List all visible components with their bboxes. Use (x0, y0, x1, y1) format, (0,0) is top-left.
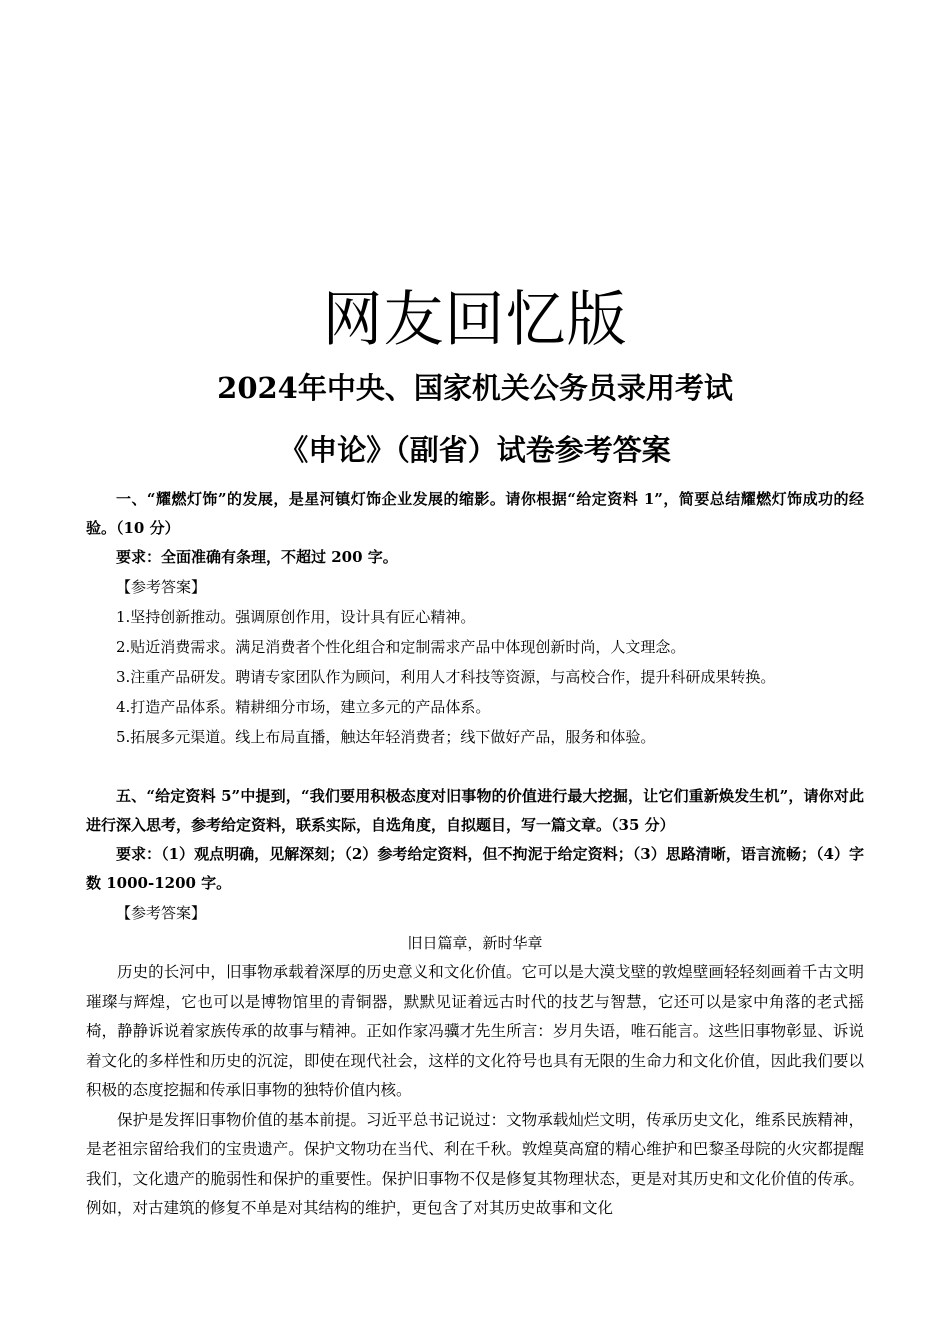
answer-item: 5.拓展多元渠道。线上布局直播，触达年轻消费者；线下做好产品，服务和体验。 (116, 728, 656, 746)
answer-item: 4.打造产品体系。精耕细分市场，建立多元的产品体系。 (116, 698, 491, 716)
question-1-requirement: 要求：全面准确有条理，不超过 200 字。 (116, 548, 398, 566)
question-1: 一、“耀燃灯饰”的发展，是星河镇灯饰企业发展的缩影。请你根据“给定资料 1”，简要总结耀燃灯饰成功的经验。（10 分） (86, 490, 864, 537)
question-1-answer-label: 【参考答案】 (116, 578, 207, 596)
exam-title: 2024年中央、国家机关公务员录用考试 (217, 371, 733, 405)
answer-item: 3.注重产品研发。聘请专家团队作为顾问，利用人才科技等资源，与高校合作，提升科研成果转换。 (116, 668, 776, 686)
answer-item: 2.贴近消费需求。满足消费者个性化组合和定制需求产品中体现创新时尚，人文理念。 (116, 638, 686, 656)
essay-title: 旧日篇章，新时华章 (407, 934, 543, 952)
essay-paragraph: 保护是发挥旧事物价值的基本前提。习近平总书记说过：文物承载灿烂文明，传承历史文化，维系民族精神，是老祖宗留给我们的宝贵遗产。保护文物功在当代、利在千秋。敦煌莫高窟的精心维护和巴黎圣母院的火灾都提醒我们，文化遗产的脆弱性和保护的重要性。保护旧事物不仅是修复其物理状态，更是对其历史和文化价值的传承。例如，对古建筑的修复不单是对其结构的维护，更包含了对其历史故事和文化 (86, 1110, 864, 1217)
answer-item: 1.坚持创新推动。强调原创作用，设计具有匠心精神。 (116, 608, 476, 626)
question-5: 五、“给定资料 5”中提到，“我们要用积极态度对旧事物的价值进行最大挖掘，让它们重新焕发生机”，请你对此进行深入思考，参考给定资料，联系实际，自选角度，自拟题目，写一篇文章。（35 分） (86, 787, 864, 834)
watermark-title: 网友回忆版 (322, 285, 628, 355)
paper-title: 《申论》（副省）试卷参考答案 (279, 433, 671, 467)
section-spacer (86, 752, 864, 782)
essay-paragraph: 历史的长河中，旧事物承载着深厚的历史意义和文化价值。它可以是大漠戈壁的敦煌壁画轻轻刻画着千古文明璀璨与辉煌，它也可以是博物馆里的青铜器，默默见证着远古时代的技艺与智慧，它还可以是家中角落的老式摇椅，静静诉说着家族传承的故事与精神。正如作家冯骥才先生所言：岁月失语，唯石能言。这些旧事物彰显、诉说着文化的多样性和历史的沉淀，即使在现代社会，这样的文化符号也具有无限的生命力和文化价值，因此我们要以积极的态度挖掘和传承旧事物的独特价值内核。 (86, 963, 864, 1099)
document-body (86, 485, 864, 1224)
question-5-requirement: 要求：（1）观点明确，见解深刻；（2）参考给定资料，但不拘泥于给定资料；（3）思路清晰，语言流畅；（4）字数 1000-1200 字。 (86, 845, 864, 892)
question-5-answer-label: 【参考答案】 (116, 904, 207, 922)
